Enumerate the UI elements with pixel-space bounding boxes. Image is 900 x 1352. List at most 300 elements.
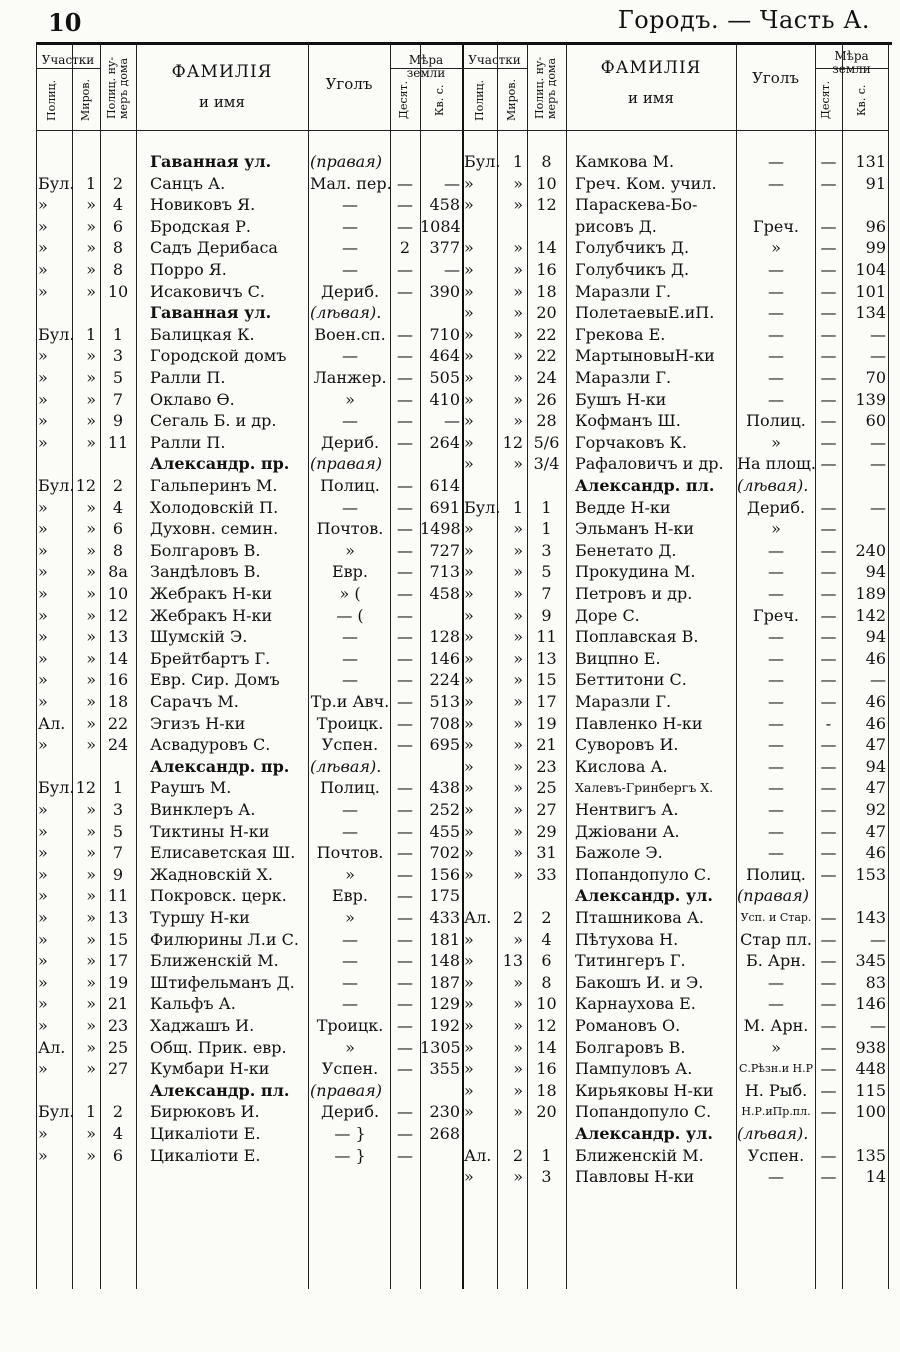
house-number: 12: [536, 1016, 557, 1035]
magistrate-district: »: [86, 281, 96, 301]
police-district: »: [38, 216, 48, 236]
table-row: [0, 432, 900, 453]
owner-name: Садъ Дерибаса: [150, 238, 278, 258]
magistrate-district: [497, 216, 523, 237]
sq-sazhen-value: 153: [855, 864, 886, 884]
sq-sazhen-value: —: [444, 260, 460, 279]
owner-name: Сегаль Б. и др.: [150, 411, 277, 431]
header-kv: Кв. с.: [433, 84, 446, 116]
owner-name: Общ. Прик. евр.: [150, 1037, 287, 1057]
house-number: 16: [536, 1059, 557, 1079]
house-number: 23: [536, 756, 557, 776]
sq-sazhen-value: 70: [865, 368, 886, 387]
sq-sazhen-value: 252: [429, 800, 460, 819]
magistrate-district: 12: [75, 476, 96, 495]
magistrate-district: »: [513, 864, 523, 884]
corner-street: —: [768, 735, 784, 755]
corner-street: »: [771, 519, 781, 539]
police-district: »: [38, 1059, 48, 1079]
house-number: 17: [536, 692, 557, 711]
desyatin-value: —: [397, 195, 413, 215]
sq-sazhen-value: 92: [865, 800, 886, 819]
house-number: 20: [536, 1102, 557, 1122]
table-row: [0, 691, 900, 712]
owner-name: Кофманъ Ш.: [575, 411, 681, 431]
corner-street: —: [342, 994, 358, 1014]
desyatin-value: —: [820, 929, 837, 949]
sq-sazhen-value: 264: [429, 432, 460, 452]
magistrate-district: »: [513, 454, 523, 474]
magistrate-district: »: [86, 1059, 96, 1079]
street-side: (правая): [737, 886, 810, 906]
magistrate-district: »: [86, 951, 96, 971]
desyatin-value: —: [397, 648, 413, 668]
desyatin-value: —: [397, 476, 413, 495]
magistrate-district: »: [513, 519, 523, 539]
police-district: »: [38, 540, 48, 560]
magistrate-district: 13: [502, 951, 523, 971]
corner-street: Почтов.: [316, 519, 384, 539]
desyatin-value: —: [820, 1102, 837, 1122]
police-district: »: [464, 411, 474, 431]
sq-sazhen-value: 96: [865, 216, 886, 236]
magistrate-district: »: [513, 1016, 523, 1035]
house-number: 22: [107, 713, 129, 733]
house-number: 1: [541, 497, 552, 517]
table-row: [0, 237, 900, 258]
police-district: »: [38, 951, 48, 971]
desyatin-value: —: [397, 519, 413, 539]
corner-street: »: [771, 1037, 781, 1057]
owner-name: Грекова Е.: [575, 324, 666, 344]
house-number: 2: [112, 173, 124, 193]
desyatin-value: 2: [399, 238, 411, 258]
desyatin-value: —: [397, 173, 413, 193]
table-row: [0, 950, 900, 971]
desyatin-value: —: [820, 1016, 837, 1035]
house-number: 6: [112, 519, 124, 539]
sq-sazhen-value: —: [444, 411, 460, 431]
sq-sazhen-value: 46: [865, 843, 886, 863]
desyatin-value: —: [820, 972, 837, 992]
desyatin-value: —: [820, 562, 837, 582]
magistrate-district: 2: [512, 908, 523, 927]
desyatin-value: —: [397, 929, 413, 949]
police-district: »: [464, 540, 474, 560]
house-number: 2: [541, 908, 552, 927]
header-uchastki: Участки: [41, 53, 95, 67]
desyatin-value: —: [820, 324, 837, 344]
header-i-imya: и имя: [199, 93, 245, 111]
magistrate-district: »: [86, 713, 96, 733]
owner-name: Раушъ М.: [150, 778, 232, 798]
house-number: 26: [536, 389, 557, 409]
sq-sazhen-value: 448: [855, 1059, 886, 1079]
owner-name: Исаковичъ С.: [150, 281, 265, 301]
magistrate-district: »: [86, 368, 96, 387]
house-number: 8: [112, 238, 124, 258]
police-district: »: [38, 627, 48, 647]
corner-street: —: [342, 216, 358, 236]
police-district: »: [38, 886, 48, 906]
house-number: 9: [112, 411, 124, 431]
header-familiya: ФАМИЛІЯ: [600, 58, 702, 78]
table-row: [0, 1015, 900, 1036]
magistrate-district: »: [513, 1102, 523, 1122]
table-row: [0, 1166, 900, 1187]
corner-street: Стар пл.: [740, 929, 812, 949]
magistrate-district: »: [513, 260, 523, 279]
street-name: Александр. пр.: [150, 454, 290, 474]
owner-name: Титингеръ Г.: [575, 951, 686, 971]
desyatin-value: —: [397, 843, 413, 863]
police-district: »: [464, 994, 474, 1014]
magistrate-district: »: [86, 908, 96, 927]
house-number: 18: [107, 692, 129, 711]
magistrate-district: »: [513, 670, 523, 690]
desyatin-value: —: [397, 821, 413, 841]
corner-street: —: [768, 692, 784, 711]
street-name: Александр. пр.: [150, 756, 290, 776]
table-row: [0, 605, 900, 626]
police-district: »: [464, 303, 474, 323]
corner-street: —: [768, 756, 784, 776]
house-number: 19: [536, 713, 557, 733]
sq-sazhen-value: 458: [429, 195, 460, 215]
corner-street: —: [768, 972, 784, 992]
owner-name: Голубчикъ Д.: [575, 238, 690, 258]
house-number: 28: [536, 411, 557, 431]
desyatin-value: —: [397, 1037, 413, 1057]
header-mirov: Миров.: [505, 79, 518, 121]
house-number: 10: [536, 173, 557, 193]
house-number: 15: [107, 929, 129, 949]
magistrate-district: »: [86, 584, 96, 603]
owner-name: МартыновыН-ки: [575, 346, 715, 366]
header-desyat: Десят.: [397, 80, 410, 120]
magistrate-district: »: [86, 692, 96, 711]
desyatin-value: —: [820, 216, 837, 236]
corner-street: Почтов.: [316, 843, 384, 863]
owner-name: Карнаухова Е.: [575, 994, 696, 1014]
corner-street: — (: [336, 605, 364, 625]
magistrate-district: »: [86, 648, 96, 668]
desyatin-value: —: [397, 1102, 413, 1122]
magistrate-district: »: [513, 1167, 523, 1187]
desyatin-value: [815, 194, 842, 215]
magistrate-district: »: [86, 411, 96, 431]
house-number: 3: [541, 1167, 552, 1187]
house-number: 15: [536, 670, 557, 690]
magistrate-district: »: [86, 1037, 96, 1057]
magistrate-district: »: [513, 303, 523, 323]
desyatin-value: —: [820, 670, 837, 690]
house-number: 1: [541, 519, 552, 539]
corner-street: —: [342, 800, 358, 819]
sq-sazhen-value: 156: [429, 864, 460, 884]
owner-name: Попандопуло С.: [575, 864, 712, 884]
magistrate-district: »: [86, 972, 96, 992]
sq-sazhen-value: 464: [429, 346, 460, 366]
magistrate-district: »: [86, 800, 96, 819]
owner-name: Поплавская В.: [575, 627, 699, 647]
owner-name: Балицкая К.: [150, 324, 255, 344]
sq-sazhen-value: 146: [429, 648, 460, 668]
owner-name: Бирюковъ И.: [150, 1102, 260, 1122]
magistrate-district: »: [86, 562, 96, 582]
police-district: »: [38, 1016, 48, 1035]
owner-name: Греч. Ком. учил.: [575, 173, 717, 193]
owner-name: Суворовъ И.: [575, 735, 679, 755]
desyatin-value: —: [820, 152, 837, 171]
header-i-imya: и имя: [628, 89, 674, 107]
magistrate-district: »: [86, 929, 96, 949]
desyatin-value: —: [397, 670, 413, 690]
police-district: »: [464, 692, 474, 711]
corner-street: Греч.: [753, 216, 799, 236]
sq-sazhen-value: 224: [429, 670, 460, 690]
table-row: [0, 410, 900, 431]
sq-sazhen-value: 345: [855, 951, 886, 971]
header-familiya: ФАМИЛІЯ: [171, 62, 273, 82]
owner-name: Тиктины Н-ки: [150, 821, 270, 841]
magistrate-district: »: [513, 195, 523, 215]
police-district: »: [38, 670, 48, 690]
magistrate-district: »: [513, 411, 523, 431]
owner-name: Павленко Н-ки: [575, 713, 703, 733]
desyatin-value: —: [397, 540, 413, 560]
owner-name: Халевъ-Гринбергъ Х.: [575, 780, 714, 796]
corner-street: —: [342, 411, 358, 431]
sq-sazhen-value: 410: [429, 389, 460, 409]
owner-name: Зандѣловъ В.: [150, 562, 261, 582]
owner-name: Эльманъ Н-ки: [575, 519, 695, 539]
sq-sazhen-value: 230: [429, 1102, 460, 1122]
owner-name: Шумскій Э.: [150, 627, 248, 647]
house-number: 31: [536, 843, 557, 863]
house-number: 22: [536, 324, 557, 344]
sq-sazhen-value: —: [870, 432, 886, 452]
owner-name: Нентвигъ А.: [575, 800, 679, 819]
table-row: [0, 583, 900, 604]
desyatin-value: —: [397, 411, 413, 431]
corner-street: —: [342, 238, 358, 258]
desyatin-value: —: [820, 1167, 837, 1187]
sq-sazhen-value: 710: [429, 324, 460, 344]
house-number: 4: [112, 195, 124, 215]
desyatin-value: —: [820, 627, 837, 647]
desyatin-value: —: [820, 605, 837, 625]
desyatin-value: —: [397, 1124, 413, 1143]
owner-name: Елисаветская Ш.: [150, 843, 296, 863]
police-district: »: [38, 864, 48, 884]
desyatin-value: —: [820, 540, 837, 560]
sq-sazhen-value: —: [870, 670, 886, 690]
corner-street: Дериб.: [320, 1102, 380, 1122]
corner-street: —: [768, 324, 784, 344]
sq-sazhen-value: 104: [855, 260, 886, 279]
owner-name: Жебракъ Н-ки: [150, 605, 273, 625]
house-number: 27: [536, 800, 557, 819]
sq-sazhen-value: 1084: [420, 216, 461, 236]
house-number: 22: [536, 346, 557, 366]
police-district: »: [38, 562, 48, 582]
magistrate-district: 1: [85, 324, 96, 344]
owner-name: Болгаровъ В.: [575, 1037, 686, 1057]
desyatin-value: —: [820, 432, 837, 452]
owner-name: Кислова А.: [575, 756, 668, 776]
magistrate-district: »: [513, 584, 523, 603]
corner-street: Б. Арн.: [745, 951, 807, 971]
police-district: »: [38, 389, 48, 409]
house-number: 33: [536, 864, 557, 884]
desyatin-value: —: [820, 908, 837, 927]
table-row: [0, 1145, 900, 1166]
police-district: »: [38, 195, 48, 215]
police-district: »: [464, 281, 474, 301]
corner-street: —: [768, 648, 784, 668]
corner-street: Полиц.: [746, 411, 806, 431]
police-district: »: [464, 584, 474, 603]
desyatin-value: —: [397, 281, 413, 301]
magistrate-district: »: [86, 1124, 96, 1143]
owner-name: Гальперинъ М.: [150, 476, 278, 495]
house-number: 21: [536, 735, 557, 755]
sq-sazhen-value: 46: [865, 713, 886, 733]
desyatin-value: —: [397, 1016, 413, 1035]
house-number: 2: [112, 1102, 124, 1122]
header-mera: Мѣра земли: [832, 49, 871, 76]
owner-name: Евр. Сир. Домъ: [150, 670, 280, 690]
corner-street: —: [342, 260, 358, 279]
house-number: 9: [541, 605, 552, 625]
police-district: Ал.: [464, 1145, 492, 1165]
house-number: 27: [107, 1059, 129, 1079]
desyatin-value: —: [820, 843, 837, 863]
police-district: »: [464, 368, 474, 387]
house-number: 16: [536, 260, 557, 279]
magistrate-district: »: [513, 778, 523, 798]
police-district: »: [464, 713, 474, 733]
house-number: 21: [107, 994, 129, 1014]
table-row: [0, 389, 900, 410]
sq-sazhen-value: 91: [865, 173, 886, 193]
magistrate-district: »: [86, 238, 96, 258]
police-district: »: [38, 432, 48, 452]
owner-name: Голубчикъ Д.: [575, 260, 690, 279]
police-district: »: [38, 843, 48, 863]
desyatin-value: —: [820, 778, 837, 798]
magistrate-district: »: [513, 540, 523, 560]
owner-name: Жебракъ Н-ки: [150, 584, 273, 603]
house-number: 13: [536, 648, 557, 668]
sq-sazhen-value: 695: [429, 735, 460, 755]
magistrate-district: 2: [512, 1145, 523, 1165]
header-subrule: [462, 68, 527, 69]
corner-street: —: [342, 648, 358, 668]
police-district: »: [38, 1145, 48, 1165]
police-district: »: [464, 627, 474, 647]
owner-name: ПолетаевыЕ.иП.: [575, 303, 715, 323]
corner-street: » (: [339, 584, 361, 603]
desyatin-value: —: [820, 756, 837, 776]
magistrate-district: »: [513, 324, 523, 344]
police-district: »: [464, 195, 474, 215]
corner-street: Усп. и Стар.: [740, 911, 812, 924]
table-row: [0, 756, 900, 777]
corner-street: —: [768, 562, 784, 582]
street-name: Александр. ул.: [575, 886, 713, 906]
corner-street: »: [771, 238, 781, 258]
owner-name: Джіовани А.: [575, 821, 680, 841]
table-row: [0, 734, 900, 755]
table-row: [0, 972, 900, 993]
sq-sazhen-value: 268: [429, 1124, 460, 1143]
corner-street: —: [768, 303, 784, 323]
corner-street: Мал. пер.: [310, 173, 392, 193]
desyatin-value: —: [397, 324, 413, 344]
magistrate-district: »: [513, 627, 523, 647]
street-name: Гаванная ул.: [150, 152, 272, 171]
corner-street: Н. Рыб.: [744, 1080, 808, 1100]
magistrate-district: »: [513, 756, 523, 776]
police-district: Ал.: [38, 713, 66, 733]
magistrate-district: 12: [75, 778, 96, 798]
header-nomer: Полиц. ну-меръ дома: [105, 56, 130, 120]
police-district: »: [464, 324, 474, 344]
desyatin-value: —: [397, 605, 413, 625]
magistrate-district: »: [86, 540, 96, 560]
street-header: [0, 475, 900, 496]
table-row: [0, 453, 900, 474]
magistrate-district: »: [86, 627, 96, 647]
police-district: »: [464, 1102, 474, 1122]
header-uchastki: Участки: [468, 53, 521, 67]
police-district: »: [464, 562, 474, 582]
police-district: »: [38, 1124, 48, 1143]
police-district: »: [38, 972, 48, 992]
sq-sazhen-value: —: [870, 929, 886, 949]
desyatin-value: —: [820, 584, 837, 603]
owner-name: Маразли Г.: [575, 368, 672, 387]
police-district: »: [464, 951, 474, 971]
header-kv: Кв. с.: [855, 84, 868, 116]
police-district: »: [464, 454, 474, 474]
desyatin-value: —: [820, 951, 837, 971]
owner-name: Павловы Н-ки: [575, 1167, 695, 1187]
magistrate-district: »: [513, 605, 523, 625]
desyatin-value: —: [397, 908, 413, 927]
table-row: [0, 540, 900, 561]
corner-street: —: [768, 173, 784, 193]
magistrate-district: »: [513, 821, 523, 841]
corner-street: Полиц.: [746, 864, 806, 884]
desyatin-value: -: [825, 713, 832, 733]
sq-sazhen-value: 47: [865, 821, 886, 841]
street-header: [0, 885, 900, 906]
owner-name: Кирьяковы Н-ки: [575, 1080, 714, 1100]
house-number: 2: [112, 476, 124, 495]
table-row: [0, 1037, 900, 1058]
magistrate-district: »: [513, 648, 523, 668]
sq-sazhen-value: 47: [865, 735, 886, 755]
corner-street: Успен.: [321, 735, 379, 755]
house-number: 20: [536, 303, 557, 323]
desyatin-value: —: [397, 713, 413, 733]
house-number: 3/4: [533, 454, 560, 474]
street-side: (лѣвая).: [737, 1124, 809, 1143]
corner-street: —: [342, 497, 358, 517]
